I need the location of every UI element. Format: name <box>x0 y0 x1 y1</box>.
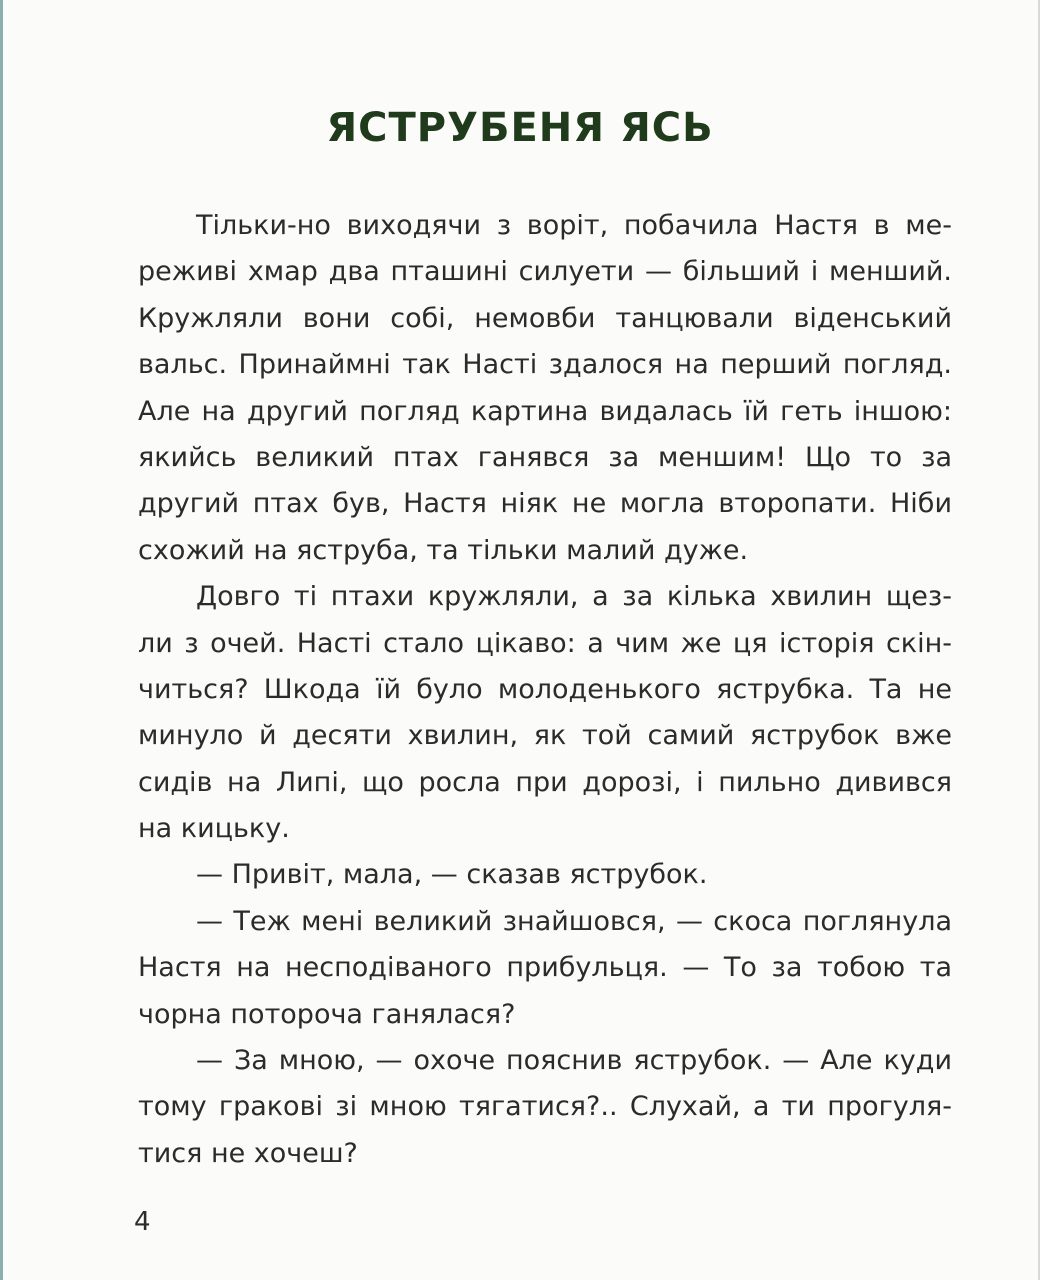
text-line: тися не хочеш? <box>138 1137 358 1169</box>
text-line: Але на другий погляд картина видалась їй геть іншою: <box>138 395 952 427</box>
chapter-title: ЯСТРУБЕНЯ ЯСЬ <box>326 105 714 151</box>
text-line: вальс. Принаймні так Насті здалося на перший погляд. <box>138 349 952 381</box>
text-line: на кицьку. <box>138 813 290 845</box>
text-line: якийсь великий птах ганявся за меншим! Що то за <box>138 441 952 473</box>
text-line: схожий на яструба, та тільки малий дуже. <box>138 534 749 566</box>
text-line: чорна поторочa ганялася? <box>138 998 516 1030</box>
text-line: сидів на Липі, що росла при дорозі, і пильно дивився <box>138 766 952 798</box>
text-line: тому гракові зі мною тягатися?.. Слухай, а ти прогуля- <box>138 1091 952 1123</box>
chapter-text <box>138 203 952 1177</box>
text-line: — За мною, — охоче пояснив яструбок. — Але куди <box>196 1045 952 1077</box>
text-line: другий птах був, Настя ніяк не могла второпати. Ніби <box>138 488 952 520</box>
text-line: Кружляли вони собі, немовби танцювали віденський <box>138 302 952 334</box>
text-line: реживі хмар два пташині силуети — більший і менший. <box>138 256 952 288</box>
page-edge-left <box>0 0 3 1280</box>
text-line: минуло й десяти хвилин, як той самий яструбок вже <box>138 720 952 752</box>
text-line: — Теж мені великий знайшовся, — скоса поглянула <box>196 905 952 937</box>
text-line: Тільки-но виходячи з воріт, побачила Настя в ме- <box>196 210 952 241</box>
text-line: ли з очей. Насті стало цікаво: а чим же ця історія скін- <box>138 627 952 659</box>
text-line: читься? Шкода їй було молоденького яструбка. Та не <box>138 673 952 705</box>
page-number: 4 <box>134 1207 151 1237</box>
text-line: Довго ті птахи кружляли, а за кілька хвилин щез- <box>196 581 952 613</box>
text-line: Настя на несподіваного прибульця. — То за тобою та <box>138 952 952 984</box>
text-line: — Привіт, мала, — сказав яструбок. <box>196 859 708 891</box>
